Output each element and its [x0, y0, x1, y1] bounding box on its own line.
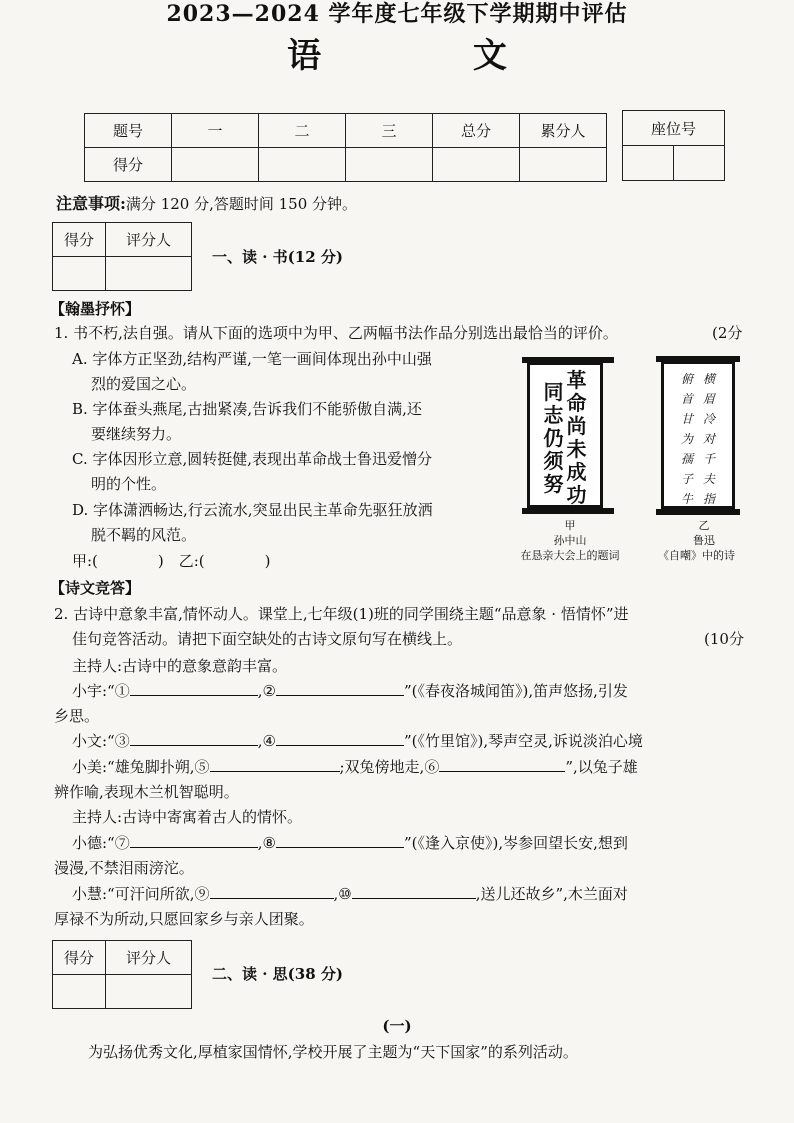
- score-field[interactable]: [520, 148, 607, 182]
- xiaowen-text: 小文:“③: [72, 732, 130, 750]
- scroll-a-bottom-rod: [522, 508, 614, 514]
- answer-blank-8[interactable]: [276, 831, 404, 848]
- artwork-b-char: 千: [703, 452, 716, 466]
- question-2-line1: 2. 古诗中意象丰富,情怀动人。课堂上,七年级(1)班的同学围绕主题“品意象 · 悟情怀”进: [54, 605, 629, 623]
- calligraphy-heading: 【翰墨抒怀】: [50, 300, 141, 318]
- grader-score-label: 得分: [53, 223, 106, 257]
- question-2-points: (10分: [704, 630, 744, 648]
- artwork-a-char: 未: [566, 437, 587, 461]
- artwork-a-char: 同: [543, 380, 564, 404]
- artwork-b-char: 冷: [703, 412, 716, 426]
- artwork-a-char: 功: [566, 483, 587, 507]
- section2-title: 二、读 · 思(38 分): [212, 965, 343, 983]
- artwork-a-caption-source: 在恳亲大会上的题词: [520, 549, 620, 562]
- artwork-b-left-column: [681, 369, 693, 506]
- option-d-line2: 脱不羁的风范。: [91, 526, 197, 544]
- artwork-a-char: 志: [543, 403, 564, 427]
- artwork-b-caption: [648, 518, 788, 563]
- answer-blank-7[interactable]: [130, 831, 258, 848]
- xiaode-line-2: 漫漫,不禁泪雨滂沱。: [54, 859, 194, 877]
- xiaohui-line-2: 厚禄不为所动,只愿回家乡与亲人团聚。: [54, 910, 314, 928]
- grader-box: [52, 222, 192, 291]
- artwork-a-caption-author: 孙中山: [553, 534, 587, 547]
- grader-score-field[interactable]: [53, 257, 106, 291]
- calligraphy-artwork-a: [527, 362, 603, 508]
- option-a-line2: 烈的爱国之心。: [91, 375, 197, 393]
- xiaode-text: ”(《逢入京使》),岑参回望长安,想到: [403, 834, 628, 852]
- grader-box-2: [52, 940, 192, 1009]
- artwork-a-char: 须: [543, 449, 564, 473]
- artwork-b-char: 牛: [680, 492, 693, 506]
- grader-name-label: 评分人: [106, 941, 192, 975]
- artwork-b-char: 首: [680, 392, 693, 406]
- xiaode-line: [72, 831, 794, 856]
- score-cell-part3: 三: [346, 114, 433, 148]
- artwork-b-char: 横: [703, 372, 716, 386]
- answer-blank-10[interactable]: [352, 882, 476, 899]
- subject-title: 语 文: [287, 36, 577, 76]
- score-field[interactable]: [172, 148, 259, 182]
- score-cell-total: 总分: [433, 114, 520, 148]
- score-field[interactable]: [433, 148, 520, 182]
- score-cell-part2: 二: [259, 114, 346, 148]
- host-line-1: 主持人:古诗中的意象意韵丰富。: [72, 657, 288, 675]
- grader-score-field[interactable]: [53, 975, 106, 1009]
- scroll-b-bottom-rod: [656, 509, 740, 515]
- score-field[interactable]: [259, 148, 346, 182]
- option-d: [72, 498, 433, 548]
- answer-blank-5[interactable]: [210, 755, 340, 772]
- artwork-b-char: 对: [703, 432, 716, 446]
- artwork-a-caption: [500, 518, 640, 563]
- xiaoyu-line-2: 乡思。: [54, 707, 100, 725]
- artwork-a-right-column: [567, 369, 587, 505]
- xiaomei-text: 小美:“雄兔脚扑朔,⑤: [72, 758, 210, 776]
- artwork-b-right-column: [703, 369, 715, 506]
- option-a: [72, 347, 432, 397]
- artwork-b-caption-label: 乙: [698, 519, 710, 532]
- artwork-a-char: 成: [566, 460, 587, 484]
- score-table-header-row: [85, 114, 607, 148]
- artwork-b-char: 眉: [703, 392, 716, 406]
- option-c-line2: 明的个性。: [91, 475, 167, 493]
- notice-label: 注意事项:: [56, 194, 126, 213]
- artwork-b-char: 俯: [680, 372, 693, 386]
- question-2-line2: 佳句竞答活动。请把下面空缺处的古诗文原句写在横线上。: [72, 630, 463, 648]
- xiaohui-text: 小慧:“可汗问所欲,⑨: [72, 885, 210, 903]
- xiaoyu-text: ,②: [257, 682, 276, 700]
- grader-name-field[interactable]: [106, 257, 192, 291]
- artwork-b-char: 指: [703, 492, 716, 506]
- artwork-b-char: 甘: [680, 412, 693, 426]
- host-line-2: 主持人:古诗中寄寓着古人的情怀。: [72, 808, 303, 826]
- artwork-b-caption-author: 鲁迅: [693, 534, 715, 547]
- artwork-b-char: 为: [680, 432, 693, 446]
- score-cell-label: 题号: [85, 114, 172, 148]
- answer-line: 甲:( ) 乙:( ): [72, 552, 271, 570]
- artwork-a-char: 尚: [566, 414, 587, 438]
- artwork-b-char: 子: [680, 472, 693, 486]
- score-field[interactable]: [346, 148, 433, 182]
- artwork-a-left-column: [544, 369, 564, 505]
- answer-blank-3[interactable]: [130, 729, 258, 746]
- grader-score-label: 得分: [53, 941, 106, 975]
- section1-title: 一、读 · 书(12 分): [212, 248, 343, 266]
- question-1: [54, 321, 794, 346]
- artwork-b-caption-source: 《自嘲》中的诗: [658, 549, 735, 562]
- xiaomei-text: ”,以兔子雄: [565, 758, 638, 776]
- option-d-line1: D. 字体潇洒畅达,行云流水,突显出民主革命先驱狂放洒: [72, 501, 433, 519]
- question-1-points: (2分: [712, 324, 743, 342]
- artwork-b-char: 孺: [680, 452, 693, 466]
- artwork-a-char: 命: [566, 391, 587, 415]
- score-table-score-row: [85, 148, 607, 182]
- artwork-a-char: 仍: [543, 426, 564, 450]
- option-b-line1: B. 字体蚕头燕尾,古拙紧凑,告诉我们不能骄傲自满,还: [72, 400, 422, 418]
- seat-number-field[interactable]: [623, 146, 674, 181]
- xiaohui-text: ,⑩: [333, 885, 352, 903]
- option-b-line2: 要继续努力。: [91, 425, 182, 443]
- grader-name-field[interactable]: [106, 975, 192, 1009]
- poetry-heading: 【诗文竞答】: [50, 579, 141, 597]
- xiaoyu-text: 小宇:“①: [72, 682, 130, 700]
- xiaowen-text: ,④: [257, 732, 276, 750]
- option-c: [72, 447, 432, 497]
- answer-blank-9[interactable]: [210, 882, 334, 899]
- notice: [56, 191, 357, 217]
- answer-blank-4[interactable]: [276, 729, 404, 746]
- xiaohui-line: [72, 882, 794, 907]
- notice-text: 满分 120 分,答题时间 150 分钟。: [125, 195, 358, 213]
- xiaoyu-line: [72, 679, 794, 704]
- artwork-b-char: 夫: [703, 472, 716, 486]
- score-cell-accumulator: 累分人: [520, 114, 607, 148]
- artwork-a-caption-label: 甲: [564, 519, 576, 532]
- calligraphy-artwork-b: [661, 361, 735, 509]
- seat-number-field[interactable]: [674, 146, 725, 181]
- seat-number-table: [622, 110, 725, 181]
- artwork-a-char: 努: [543, 472, 564, 496]
- seat-number-label: 座位号: [623, 111, 725, 146]
- xiaowen-line: [72, 729, 794, 754]
- passage-number: (一): [382, 1017, 412, 1035]
- xiaowen-text: ”(《竹里馆》),琴声空灵,诉说淡泊心境: [403, 732, 643, 750]
- xiaode-text: ,⑧: [257, 834, 276, 852]
- option-c-line1: C. 字体因形立意,圆转挺健,表现出革命战士鲁迅爱憎分: [72, 450, 433, 468]
- xiaomei-line-2: 辨作喻,表现木兰机智聪明。: [54, 783, 239, 801]
- option-b: [72, 397, 422, 447]
- score-row-label: 得分: [85, 148, 172, 182]
- question-2: [54, 602, 794, 652]
- xiaode-text: 小德:“⑦: [72, 834, 130, 852]
- grader-name-label: 评分人: [106, 223, 192, 257]
- xiaomei-line: [72, 755, 794, 780]
- question-1-text: 1. 书不朽,法自强。请从下面的选项中为甲、乙两幅书法作品分别选出最恰当的评价。: [54, 324, 618, 342]
- answer-blank-1[interactable]: [130, 679, 258, 696]
- answer-blank-6[interactable]: [439, 755, 565, 772]
- score-table: [84, 113, 607, 182]
- xiaomei-text: ;双兔傍地走,⑥: [339, 758, 440, 776]
- artwork-a-char: 革: [566, 368, 587, 392]
- xiaoyu-text: ”(《春夜洛城闻笛》),笛声悠扬,引发: [403, 682, 628, 700]
- answer-blank-2[interactable]: [276, 679, 404, 696]
- exam-title: 2023—2024 学年度七年级下学期期中评估: [166, 1, 628, 27]
- passage-intro: 为弘扬优秀文化,厚植家国情怀,学校开展了主题为“天下国家”的系列活动。: [88, 1043, 578, 1061]
- xiaohui-text: ,送儿还故乡”,木兰面对: [475, 885, 628, 903]
- option-a-line1: A. 字体方正坚劲,结构严谨,一笔一画间体现出孙中山强: [72, 350, 432, 368]
- score-cell-part1: 一: [172, 114, 259, 148]
